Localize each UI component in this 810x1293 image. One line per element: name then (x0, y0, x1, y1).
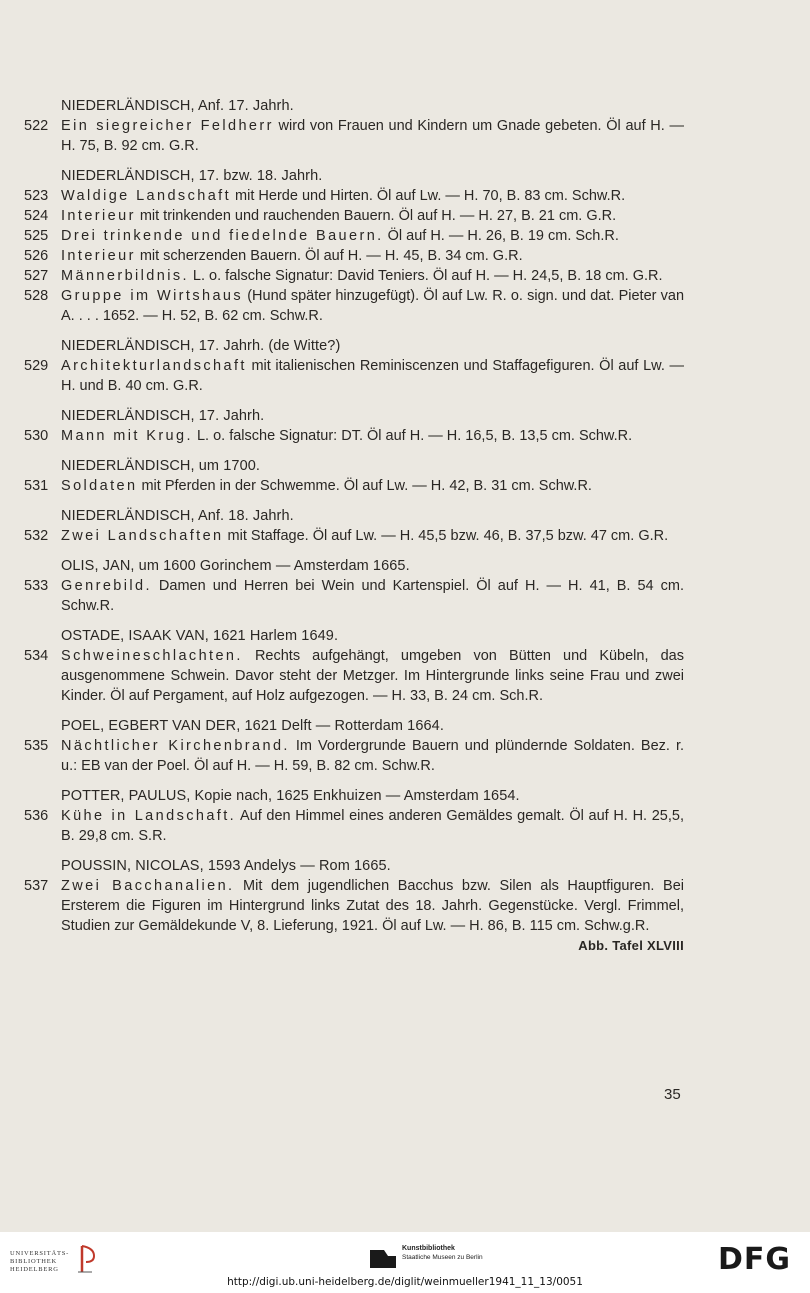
catalog-group (24, 626, 684, 706)
dfg-logo: DFG (718, 1242, 792, 1277)
entry-number: 528 (24, 288, 49, 304)
entry-title: Ein siegreicher Feldherr (61, 118, 274, 134)
entry-number: 534 (24, 648, 49, 664)
entry-description: Mit dem jugendlichen Bacchus bzw. Silen als Hauptfiguren. Bei Ersterem die Figuren im Hintergrund links Zutat des 18. Jahrh. Gegenstücke. Vergl. Frimmel, Studien zur Gemäldekunde V, 8. Lieferung, 1921. Öl auf Lw. — H. 86, B. 115 cm. Schw.g.R. (61, 878, 684, 934)
kunstbibliothek-logo-icon (370, 1246, 396, 1268)
entry-number: 522 (24, 118, 49, 134)
entry-description: mit Staffage. Öl auf Lw. — H. 45,5 bzw. 46, B. 37,5 bzw. 47 cm. G.R. (223, 528, 669, 544)
artist-heading: NIEDERLÄNDISCH, 17. Jahrh. (de Witte?) (61, 338, 341, 354)
entry-number: 523 (24, 188, 49, 204)
entry-number: 524 (24, 208, 49, 224)
catalog-entry (24, 476, 684, 496)
entry-number: 529 (24, 358, 49, 374)
entry-description: mit scherzenden Bauern. Öl auf H. — H. 45, B. 34 cm. G.R. (135, 248, 523, 264)
entry-title: Interieur (61, 248, 136, 264)
entry-description: mit italienischen Reminiscenzen und Staffagefiguren. Öl auf Lw. — H. und B. 40 cm. G.R. (61, 358, 684, 394)
entry-title: Genrebild. (61, 578, 152, 594)
catalog-entry (24, 646, 684, 706)
entry-number: 533 (24, 578, 49, 594)
entry-description: Öl auf H. — H. 26, B. 19 cm. Sch.R. (383, 228, 619, 244)
entry-number: 525 (24, 228, 49, 244)
catalog-group (24, 506, 684, 546)
catalog-entry (24, 356, 684, 396)
kb-title: Kunstbibliothek (402, 1245, 455, 1252)
catalog-entry (24, 576, 684, 616)
entry-title: Mann mit Krug. (61, 428, 193, 444)
catalog-group (24, 96, 684, 156)
catalog-entry (24, 806, 684, 846)
entry-title: Nächtlicher Kirchenbrand. (61, 738, 290, 754)
uni-line: HEIDELBERG (10, 1266, 59, 1273)
artist-heading: POEL, EGBERT VAN DER, 1621 Delft — Rotterdam 1664. (61, 718, 444, 734)
entry-description: wird von Frauen und Kindern um Gnade gebeten. Öl auf H. — H. 75, B. 92 cm. G.R. (61, 118, 684, 154)
catalog-entry (24, 266, 684, 286)
entry-number: 527 (24, 268, 49, 284)
catalog-entry (24, 206, 684, 226)
artist-heading: NIEDERLÄNDISCH, Anf. 18. Jahrh. (61, 508, 294, 524)
entry-title: Männerbildnis. (61, 268, 189, 284)
catalog-group (24, 556, 684, 616)
entry-number: 535 (24, 738, 49, 754)
catalog-group (24, 786, 684, 846)
entry-description: Rechts aufgehängt, umgeben von Bütten und Kübeln, das ausgenommene Schwein. Davor steht der Metzger. Im Hintergrunde links seine Frau und zwei Kinder. Öl auf Pergament, auf Holz aufgezogen. — H. 33, B. 24 cm. Sch.R. (61, 648, 684, 704)
footer-bar (0, 1232, 810, 1293)
artist-heading: NIEDERLÄNDISCH, 17. bzw. 18. Jahrh. (61, 168, 323, 184)
uni-line: UNIVERSITÄTS- (10, 1250, 70, 1257)
catalog-entry (24, 876, 684, 953)
entry-description: L. o. falsche Signatur: David Teniers. Öl auf H. — H. 24,5, B. 18 cm. G.R. (188, 268, 663, 284)
catalog-group (24, 856, 684, 953)
source-url[interactable]: http://digi.ub.uni-heidelberg.de/diglit/weinmueller1941_11_13/0051 (227, 1276, 583, 1288)
catalog-entry (24, 526, 684, 546)
entry-number: 531 (24, 478, 49, 494)
artist-heading: POUSSIN, NICOLAS, 1593 Andelys — Rom 1665. (61, 858, 391, 874)
page-number: 35 (664, 1086, 681, 1103)
catalog-entry (24, 426, 684, 446)
entry-title: Zwei Landschaften (61, 528, 224, 544)
entry-title: Gruppe im Wirtshaus (61, 288, 244, 304)
entry-title: Soldaten (61, 478, 138, 494)
catalog-group (24, 406, 684, 446)
artist-heading: NIEDERLÄNDISCH, Anf. 17. Jahrh. (61, 98, 294, 114)
entry-description: L. o. falsche Signatur: DT. Öl auf H. — H. 16,5, B. 13,5 cm. Schw.R. (192, 428, 633, 444)
catalog-entry (24, 116, 684, 156)
catalog-group (24, 456, 684, 496)
entry-title: Schweineschlachten. (61, 648, 243, 664)
entry-description: mit Pferden in der Schwemme. Öl auf Lw. — H. 42, B. 31 cm. Schw.R. (137, 478, 592, 494)
entry-number: 537 (24, 878, 49, 894)
entry-description: mit trinkenden und rauchenden Bauern. Öl auf H. — H. 27, B. 21 cm. G.R. (135, 208, 617, 224)
catalog-group (24, 166, 684, 326)
artist-heading: OLIS, JAN, um 1600 Gorinchem — Amsterdam 1665. (61, 558, 410, 574)
entry-title: Interieur (61, 208, 136, 224)
catalog-entry (24, 226, 684, 246)
plate-reference: Abb. Tafel XLVIII (578, 938, 684, 953)
entry-title: Kühe in Landschaft. (61, 808, 237, 824)
artist-heading: NIEDERLÄNDISCH, um 1700. (61, 458, 261, 474)
entry-number: 532 (24, 528, 49, 544)
kunstbibliothek-label (402, 1244, 483, 1262)
uni-line: BIBLIOTHEK (10, 1258, 57, 1265)
entry-title: Waldige Landschaft (61, 188, 232, 204)
kb-subtitle: Staatliche Museen zu Berlin (402, 1254, 483, 1261)
catalog-entry (24, 246, 684, 266)
artist-heading: POTTER, PAULUS, Kopie nach, 1625 Enkhuizen — Amsterdam 1654. (61, 788, 520, 804)
university-library-label (10, 1250, 69, 1274)
artist-heading: OSTADE, ISAAK VAN, 1621 Harlem 1649. (61, 628, 339, 644)
entry-description: Auf den Himmel eines anderen Gemäldes gemalt. Öl auf H. H. 25,5, B. 29,8 cm. S.R. (61, 808, 684, 844)
entry-number: 530 (24, 428, 49, 444)
entry-title: Architekturlandschaft (61, 358, 247, 374)
catalog-entry (24, 736, 684, 776)
artist-heading: NIEDERLÄNDISCH, 17. Jahrh. (61, 408, 265, 424)
catalog-entry (24, 286, 684, 326)
entry-number: 536 (24, 808, 49, 824)
entry-description: Im Vordergrunde Bauern und plündernde Soldaten. Bez. r. u.: EB van der Poel. Öl auf H. — H. 59, B. 82 cm. Schw.R. (61, 738, 685, 774)
entry-title: Zwei Bacchanalien. (61, 878, 235, 894)
entry-title: Drei trinkende und fiedelnde Bauern. (61, 228, 384, 244)
heidelberg-logo-icon (76, 1244, 98, 1274)
entry-description: Damen und Herren bei Wein und Kartenspiel. Öl auf H. — H. 41, B. 54 cm. Schw.R. (61, 578, 684, 614)
entry-description: (Hund später hinzugefügt). Öl auf Lw. R. o. sign. und dat. Pieter van A. . . . 1652. — H. 52, B. 62 cm. Schw.R. (61, 288, 685, 324)
catalog-group (24, 336, 684, 396)
catalog-content (24, 96, 684, 956)
catalog-group (24, 716, 684, 776)
catalog-entry (24, 186, 684, 206)
entry-description: mit Herde und Hirten. Öl auf Lw. — H. 70, B. 83 cm. Schw.R. (231, 188, 626, 204)
entry-number: 526 (24, 248, 49, 264)
